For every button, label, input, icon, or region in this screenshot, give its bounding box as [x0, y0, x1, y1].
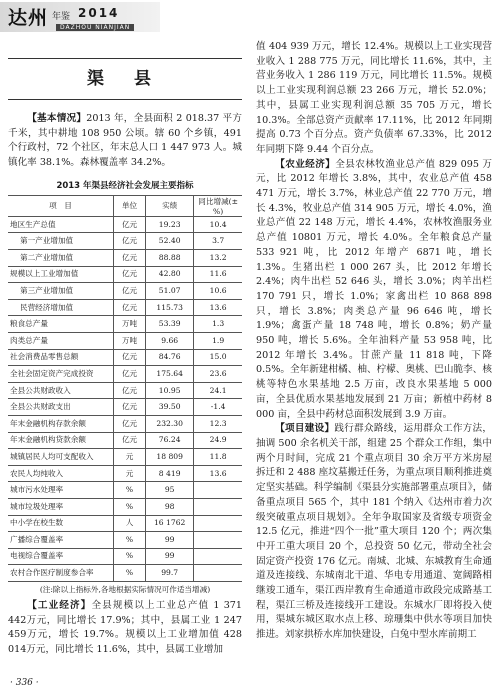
- row-change-cell: [194, 498, 242, 515]
- table-row: [8, 415, 242, 432]
- row-value-cell: 10.95: [146, 382, 194, 399]
- row-item-cell: 农村合作医疗制度参合率: [8, 565, 114, 582]
- page-header: [0, 0, 501, 38]
- table-body: [8, 216, 242, 581]
- row-item-cell: 地区生产总值: [8, 216, 114, 233]
- table-row: [8, 565, 242, 582]
- row-change-cell: -1.4: [194, 399, 242, 416]
- row-change-cell: 13.6: [194, 299, 242, 316]
- row-unit-cell: %: [114, 498, 146, 515]
- row-value-cell: 95: [146, 482, 194, 499]
- table-row: [8, 299, 242, 316]
- row-value-cell: 53.39: [146, 316, 194, 333]
- row-item-cell: 第二产业增加值: [8, 250, 114, 267]
- row-unit-cell: %: [114, 482, 146, 499]
- row-value-cell: 115.73: [146, 299, 194, 316]
- table-row: [8, 266, 242, 283]
- page-number: · 336 ·: [10, 678, 39, 688]
- row-item-cell: 粮食总产量: [8, 316, 114, 333]
- row-value-cell: 88.88: [146, 250, 194, 267]
- row-unit-cell: 元: [114, 449, 146, 466]
- row-value-cell: 99: [146, 532, 194, 549]
- table-row: [8, 532, 242, 549]
- row-value-cell: 16 1762: [146, 515, 194, 532]
- row-value-cell: 18 809: [146, 449, 194, 466]
- row-value-cell: 175.64: [146, 366, 194, 383]
- row-unit-cell: %: [114, 548, 146, 565]
- row-item-cell: 广播综合覆盖率: [8, 532, 114, 549]
- row-change-cell: 3.7: [194, 233, 242, 250]
- row-unit-cell: 亿元: [114, 432, 146, 449]
- row-value-cell: 39.50: [146, 399, 194, 416]
- row-item-cell: 第一产业增加值: [8, 233, 114, 250]
- row-value-cell: 99: [146, 548, 194, 565]
- row-item-cell: 民营经济增加值: [8, 299, 114, 316]
- row-unit-cell: %: [114, 565, 146, 582]
- row-item-cell: 年末金融机构存款余额: [8, 415, 114, 432]
- table-row: [8, 449, 242, 466]
- row-value-cell: 52.40: [146, 233, 194, 250]
- row-item-cell: 中小学在校生数: [8, 515, 114, 532]
- row-change-cell: 24.1: [194, 382, 242, 399]
- header-value: 实绩: [146, 195, 194, 216]
- row-change-cell: 11.6: [194, 266, 242, 283]
- right-column: [256, 40, 492, 643]
- table-header-row: [8, 195, 242, 216]
- row-value-cell: 51.07: [146, 283, 194, 300]
- table-row: [8, 233, 242, 250]
- yearbook-year: 2014: [78, 6, 120, 20]
- yearbook-label: 年鉴: [52, 12, 71, 22]
- row-item-cell: 规模以上工业增加值: [8, 266, 114, 283]
- yearbook-subtitle: DAZHOU NIANJIAN: [56, 24, 134, 31]
- table-row: [8, 482, 242, 499]
- row-unit-cell: 亿元: [114, 399, 146, 416]
- row-unit-cell: 人: [114, 515, 146, 532]
- header-item: 项 目: [8, 195, 114, 216]
- row-unit-cell: 元: [114, 465, 146, 482]
- industry-continued-paragraph: 值 404 939 万元，增长 12.4%。规模以上工业实现营业收入 1 288 775 万元，同比增长 11.6%，其中，主营业务收入 1 286 119 万元，同比增长 11.5%。规模以上工业实现利润总额 23 266 万元，增长 52.0%；其中，县属工业实现利润总额 35 705 万元，增长 10.3%。全部总资产贡献率 17.11%，比 2012 年同期提高 0.73 个百分点。资产负债率 67.33%，比 2012 年同期下降 9.44 个百分点。: [256, 41, 492, 155]
- header-unit: 单位: [114, 195, 146, 216]
- row-value-cell: 42.80: [146, 266, 194, 283]
- row-change-cell: 1.3: [194, 316, 242, 333]
- industry-text: 全县规模以上工业总产值 1 371 442万元，同比增长 17.9%；其中，县属工业 1 247 459万元，增长 19.7%。规模以上工业增加值 428 014万元，同比增长 11.6%，其中，县属工业增加: [8, 599, 243, 655]
- row-change-cell: 1.9: [194, 332, 242, 349]
- industry-paragraph: [8, 599, 242, 658]
- row-unit-cell: 亿元: [114, 299, 146, 316]
- basic-info-paragraph: [8, 112, 242, 171]
- indicators-table: [8, 195, 242, 582]
- row-unit-cell: %: [114, 532, 146, 549]
- row-item-cell: 全县公共财政支出: [8, 399, 114, 416]
- table-row: [8, 366, 242, 383]
- row-item-cell: 第三产业增加值: [8, 283, 114, 300]
- projects-text: 践行群众路线，运用群众工作方法，抽调 500 余名机关干部，组建 25 个群众工作组，集中两个月时间，完成 21 个重点项目 30 余万平方米房屋拆迁和 2 488 座坟墓搬迁任务，为重点项目顺利推进奠定坚实基础。科学编制《渠县分实施部署重点项目》，储备重点项目 565 个，其中 181 个纳入《达州市着力次级突破重点项目规划》。全年争取国家及省级专项资金 12.5 亿元，推进“四个一批”重大项目 120 个；两次集中开工重大项目 20 个，总投资 50 亿元，带动全社会固定资产投资 176 亿元。南城、北城、东城教育生命通道及连接线、东城南北干道、华电专用通道、宽阔路相继竣工通车，渠江西岸教育生命通道市政段完成路基工程，渠江三桥及连接线开工建设。东城水厂即将投入使用，渠城东城区取水点上移、琼珊集中供水等项目加快推进。刘家拱桥水库加快建设，白兔中型水库前期工: [256, 423, 493, 641]
- row-item-cell: 电视综合覆盖率: [8, 548, 114, 565]
- table-row: [8, 515, 242, 532]
- table-row: [8, 432, 242, 449]
- table-row: [8, 548, 242, 565]
- row-value-cell: 99.7: [146, 565, 194, 582]
- row-unit-cell: 亿元: [114, 382, 146, 399]
- row-item-cell: 肉类总产量: [8, 332, 114, 349]
- basic-info-text: 2013 年，全县面积 2 018.37 平方千米，其中耕地 108 950 公顷。辖 60 个乡镇，491 个行政村，72 个社区，年末总人口 1 447 973 人。城镇化率 38.1%。森林覆盖率 34.2%。: [8, 113, 242, 169]
- table-row: [8, 465, 242, 482]
- table-row: [8, 382, 242, 399]
- row-item-cell: 城市污水处理率: [8, 482, 114, 499]
- header-change: 同比增减(±%): [194, 195, 242, 216]
- row-change-cell: 13.6: [194, 465, 242, 482]
- row-change-cell: [194, 515, 242, 532]
- row-value-cell: 232.30: [146, 415, 194, 432]
- row-unit-cell: 亿元: [114, 415, 146, 432]
- row-unit-cell: 万吨: [114, 332, 146, 349]
- row-unit-cell: 亿元: [114, 349, 146, 366]
- row-item-cell: 年末金融机构贷款余额: [8, 432, 114, 449]
- row-value-cell: 84.76: [146, 349, 194, 366]
- table-row: [8, 216, 242, 233]
- projects-heading: 【项目建设】: [275, 423, 335, 435]
- row-unit-cell: 万吨: [114, 316, 146, 333]
- row-value-cell: 98: [146, 498, 194, 515]
- table-row: [8, 498, 242, 515]
- table-row: [8, 332, 242, 349]
- left-column: [8, 44, 242, 658]
- row-item-cell: 农民人均纯收入: [8, 465, 114, 482]
- row-change-cell: [194, 565, 242, 582]
- yearbook-title: 达州: [8, 7, 49, 29]
- industry-heading: 【工业经济】: [27, 599, 92, 611]
- row-change-cell: 10.4: [194, 216, 242, 233]
- row-unit-cell: 亿元: [114, 216, 146, 233]
- table-row: [8, 283, 242, 300]
- projects-paragraph: [256, 422, 492, 643]
- table-note: (注:除以上指标外,各地根据实际情况可作适当增减): [39, 584, 211, 594]
- row-change-cell: 23.6: [194, 366, 242, 383]
- agriculture-heading: 【农业经济】: [275, 158, 336, 170]
- row-value-cell: 76.24: [146, 432, 194, 449]
- table-row: [8, 349, 242, 366]
- row-item-cell: 全社会固定资产完成投资: [8, 366, 114, 383]
- row-change-cell: 12.3: [194, 415, 242, 432]
- row-value-cell: 9.66: [146, 332, 194, 349]
- row-value-cell: 8 419: [146, 465, 194, 482]
- row-change-cell: 13.2: [194, 250, 242, 267]
- row-change-cell: [194, 532, 242, 549]
- row-unit-cell: 亿元: [114, 250, 146, 267]
- row-change-cell: 10.6: [194, 283, 242, 300]
- table-row: [8, 316, 242, 333]
- row-item-cell: 城市垃圾处理率: [8, 498, 114, 515]
- row-change-cell: [194, 548, 242, 565]
- row-change-cell: [194, 482, 242, 499]
- table-row: [8, 250, 242, 267]
- row-change-cell: 24.9: [194, 432, 242, 449]
- row-change-cell: 15.0: [194, 349, 242, 366]
- row-item-cell: 全县公共财政收入: [8, 382, 114, 399]
- basic-info-heading: 【基本情况】: [27, 113, 87, 124]
- row-item-cell: 城镇居民人均可支配收入: [8, 449, 114, 466]
- row-unit-cell: 亿元: [114, 233, 146, 250]
- row-change-cell: 11.8: [194, 449, 242, 466]
- row-item-cell: 社会消费品零售总额: [8, 349, 114, 366]
- table-title: 2013 年渠县经济社会发展主要指标: [56, 180, 194, 191]
- row-unit-cell: 亿元: [114, 283, 146, 300]
- table-row: [8, 399, 242, 416]
- row-value-cell: 19.23: [146, 216, 194, 233]
- section-title: 渠 县: [8, 58, 242, 100]
- row-unit-cell: 亿元: [114, 266, 146, 283]
- agriculture-paragraph: [256, 158, 492, 423]
- agriculture-text: 全县农林牧渔业总产值 829 095 万元，比 2012 年增长 3.8%，其中，农业总产值 458 471 万元，增长 3.7%，林业总产值 22 770 万元，增长 4.3%，牧业总产值 314 905 万元，增长 4.0%，渔业总产值 22 148 万元，增长 4.4%，农林牧渔服务业总产值 10801 万元，增长 4.0%。全年粮食总产量 533 921 吨，比 2012 年增产 6871 吨，增长 1.3%。生猪出栏 1 000 267 头，比 2012 年增长 2.4%；肉牛出栏 52 646 头，增长 3.0%；肉羊出栏 170 791 只，增长 1.0%；家禽出栏 10 868 898 只，增长 3.8%；肉类总产量 96 646 吨，增长 1.9%；禽蛋产量 18 748 吨，增长 0.8%；奶产量 950 吨，增长 5.6%。全年油料产量 53 958 吨，比 2012 年增长 3.4%。甘蔗产量 11 818 吨，下降 0.5%。全年新建柑橘、柚、柠檬、奥桃、巴山脆李、核桃等特色水果基地 2.5 万亩，改良水果基地 5 000 亩，全县优质水果基地发展到 21 万亩；新植中药材 8 000 亩，全县中药材总面积发展到 3.9 万亩。: [256, 158, 492, 420]
- row-unit-cell: 亿元: [114, 366, 146, 383]
